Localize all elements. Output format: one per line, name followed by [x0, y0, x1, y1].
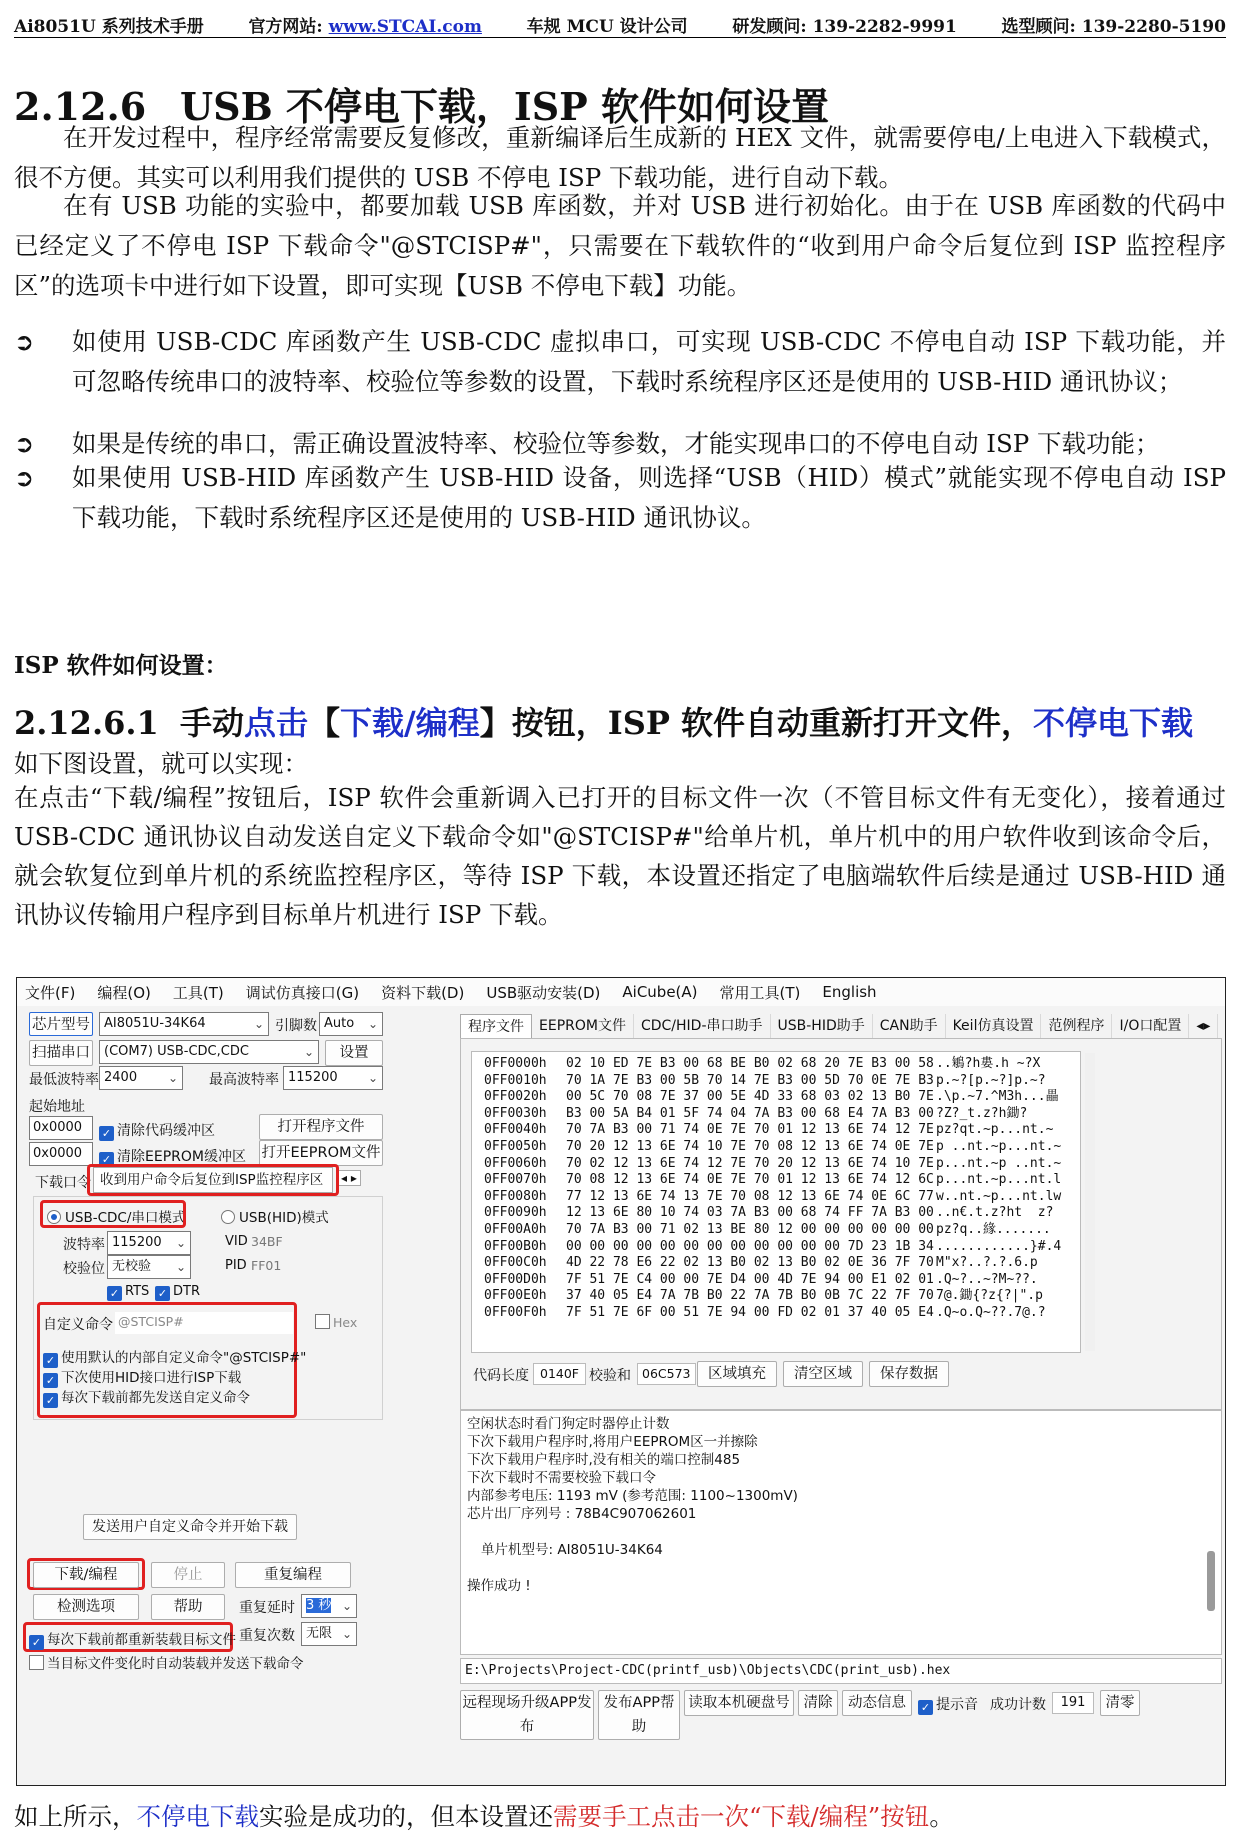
- log-scrollbar[interactable]: [1207, 1551, 1215, 1611]
- hex-panel: [460, 1038, 1222, 1410]
- radio-icon: [221, 1210, 235, 1224]
- hex-row: [472, 1073, 1080, 1090]
- menu-item[interactable]: 工具(T): [172, 983, 224, 1002]
- remote-upgrade-button[interactable]: 远程现场升级APP发布: [460, 1690, 594, 1740]
- reload-target-checkbox[interactable]: ✓ 每次下载前都重新装载目标文件: [29, 1628, 236, 1650]
- subsection-number: 2.12.6.1: [14, 704, 159, 742]
- hex-bytes: 70 02 12 13 6E 74 12 7E 70 20 12 13 6E 74 10 7E: [566, 1155, 934, 1171]
- bullet-text: 如果使用 USB-HID 库函数产生 USB-HID 设备，则选择“USB（HID）模式”就能实现不停电自动 ISP 下载功能，下载时系统程序区还是使用的 USB-HID 通讯协议。: [72, 463, 1226, 532]
- mode-cdc-radio[interactable]: USB-CDC/串口模式: [47, 1206, 185, 1226]
- desc-paragraph: 在点击“下载/编程”按钮后，ISP 软件会重新调入已打开的目标文件一次（不管目标文件有无变化），接着通过 USB-CDC 通讯协议自动发送自定义下载命令如"@STCISP#"给单片机，单片机中的用户软件收到该命令后，就会软复位到单片机的系统监控程序区，等待 ISP 下载，本设置还指定了电脑端软件后续是通过 USB-HID 通讯协议传输用户程序到目标单片机进行 ISP 下载。: [14, 783, 1226, 929]
- hex-row: [472, 1305, 1080, 1322]
- hex-row: [472, 1089, 1080, 1106]
- left-panel: [25, 1010, 447, 1782]
- bullet-item: [14, 458, 1226, 538]
- tab-examples[interactable]: 范例程序: [1041, 1014, 1112, 1038]
- chevron-down-icon: ⌄: [253, 1017, 264, 1031]
- read-disk-button[interactable]: 读取本机硬盘号: [684, 1690, 794, 1716]
- chevron-down-icon: ⌄: [367, 1017, 378, 1031]
- parity-label: 校验位: [63, 1261, 105, 1277]
- hex-ascii: .Q~?..~?M~??.: [936, 1271, 1038, 1287]
- hex-row: [472, 1139, 1080, 1156]
- hex-address: 0FF0070h: [484, 1172, 547, 1188]
- reset-count-button[interactable]: 清零: [1100, 1690, 1140, 1716]
- vid-label: VID: [225, 1234, 248, 1249]
- checkbox-icon: ✓: [99, 1152, 114, 1167]
- repeat-delay-select[interactable]: 3 秒 ⌄: [301, 1594, 357, 1618]
- hex-row: [472, 1222, 1080, 1239]
- log-line: 下次下载时不需要校验下载口令: [467, 1470, 656, 1486]
- hex-ascii: w..nt.~p...nt.lw: [936, 1188, 1062, 1204]
- default-command-checkbox[interactable]: ✓ 使用默认的内部自定义命令"@STCISP#": [43, 1346, 306, 1368]
- clear-code-checkbox[interactable]: ✓ 清除代码缓冲区: [99, 1120, 215, 1141]
- hex-row: [472, 1288, 1080, 1305]
- chevron-down-icon: ⌄: [367, 1071, 378, 1085]
- desc-line: 如下图设置，就可以实现：: [14, 749, 308, 778]
- hex-bytes: 70 08 12 13 6E 74 0E 7E 70 01 12 13 6E 74 12 6C: [566, 1172, 934, 1188]
- parity-select[interactable]: 无校验 ⌄: [107, 1255, 191, 1279]
- checksum-label: 校验和: [589, 1368, 631, 1384]
- dynamic-info-button[interactable]: 动态信息: [842, 1690, 912, 1716]
- checkbox-icon: ✓: [43, 1393, 58, 1408]
- menu-item[interactable]: 文件(F): [25, 983, 76, 1002]
- hex-row: [472, 1106, 1080, 1123]
- checkbox-icon: ✓: [155, 1286, 170, 1301]
- repeat-program-button[interactable]: 重复编程: [235, 1562, 351, 1588]
- highlight-cdc-mode: [40, 1200, 186, 1228]
- hex-checkbox[interactable]: Hex: [315, 1314, 357, 1330]
- hex-bytes: 4D 22 78 E6 22 02 13 B0 02 13 B0 02 0E 36 7F 70: [566, 1255, 934, 1271]
- hex-bytes: 12 13 6E 80 10 74 03 7A B3 00 68 74 FF 7A B3 00: [566, 1205, 934, 1221]
- tab-reset-to-isp[interactable]: 收到用户命令后复位到ISP监控程序区: [93, 1167, 333, 1193]
- hex-bytes: 37 40 05 E4 7A 7B B0 22 7A 7B B0 0B 7C 22 7F 70: [566, 1288, 934, 1304]
- baud-select[interactable]: 115200 ⌄: [107, 1231, 191, 1255]
- start-address-label: 起始地址: [29, 1099, 85, 1115]
- hex-address: 0FF00B0h: [484, 1238, 547, 1254]
- tab-program-file[interactable]: 程序文件: [460, 1014, 532, 1038]
- tab-download-password[interactable]: 下载口令: [35, 1175, 91, 1191]
- log-line: [467, 1523, 1215, 1541]
- tab-keil-settings[interactable]: Keil仿真设置: [946, 1014, 1042, 1038]
- code-address-input[interactable]: 0x0000: [29, 1116, 93, 1140]
- pid-value: FF01: [251, 1258, 282, 1273]
- hex-row: [472, 1156, 1080, 1173]
- settings-button[interactable]: 设置: [325, 1040, 383, 1066]
- chip-model-select[interactable]: AI8051U-34K64 ⌄: [99, 1012, 269, 1036]
- highlight-reset-tab: [87, 1164, 339, 1196]
- tab-scroll-arrows[interactable]: ◂ ▸: [337, 1170, 361, 1186]
- chevron-down-icon: ⌄: [303, 1045, 314, 1059]
- log-line: 空闲状态时看门狗定时器停止计数: [467, 1416, 670, 1432]
- menu-item[interactable]: 编程(O): [97, 983, 151, 1002]
- hex-bytes: 02 10 ED 7E B3 00 68 BE B0 02 68 20 7E B3 00 58: [566, 1056, 934, 1071]
- checkbox-icon: ✓: [918, 1700, 933, 1715]
- help-button[interactable]: 帮助: [151, 1594, 225, 1620]
- footer-sentence: 如上所示，不停电下载实验是成功的，但本设置还需要手工点击一次“下载/编程”按钮。: [14, 1802, 954, 1831]
- menu-item[interactable]: 资料下载(D): [381, 983, 465, 1002]
- hex-bytes: 70 20 12 13 6E 74 10 7E 70 08 12 13 6E 74 0E 7E: [566, 1138, 934, 1154]
- save-data-button[interactable]: 保存数据: [869, 1361, 949, 1387]
- hex-address: 0FF0000h: [484, 1056, 547, 1071]
- rts-checkbox[interactable]: ✓ RTS: [107, 1284, 149, 1301]
- intro-paragraph-1: 在开发过程中，程序经常需要反复修改，重新编译后生成新的 HEX 文件，就需要停电/上电进入下载模式，很不方便。其实可以利用我们提供的 USB 不停电 ISP 下载功能，进行自动下载。: [14, 123, 1226, 192]
- hex-bytes: 7F 51 7E C4 00 00 7E D4 00 4D 7E 94 00 E1 02 01: [566, 1271, 934, 1287]
- hex-ascii: M"x?..?.?.6.p: [936, 1255, 1038, 1271]
- hex-address: 0FF00D0h: [484, 1271, 547, 1287]
- hex-ascii: p...nt.~p...nt.l: [936, 1172, 1062, 1188]
- hex-bytes: 00 5C 70 08 7E 37 00 5E 4D 33 68 03 02 13 B0 7E: [566, 1089, 934, 1105]
- section-number: 2.12.6: [14, 84, 147, 129]
- open-eeprom-button[interactable]: 打开EEPROM文件: [259, 1140, 383, 1166]
- log-line: 下次下载用户程序时,将用户EEPROM区一并擦除: [467, 1434, 758, 1450]
- hex-address: 0FF0080h: [484, 1188, 547, 1204]
- hex-bytes: B3 00 5A B4 01 5F 74 04 7A B3 00 68 E4 7A B3 00: [566, 1105, 934, 1121]
- page-header: [14, 12, 1226, 38]
- hex-address: 0FF00C0h: [484, 1255, 547, 1271]
- right-tab-bar: [460, 1014, 1220, 1038]
- rd-contact: 研发顾问: 139-2282-9991: [732, 17, 957, 37]
- company-name: 车规 MCU 设计公司: [526, 17, 688, 37]
- chevron-down-icon: ⌄: [341, 1599, 352, 1613]
- hex-bytes: 7F 51 7E 6F 00 51 7E 94 00 FD 02 01 37 40 05 E4: [566, 1304, 934, 1320]
- hex-address: 0FF0030h: [484, 1105, 547, 1121]
- success-count-value: 191: [1052, 1692, 1094, 1714]
- min-baud-select[interactable]: 2400 ⌄: [99, 1066, 183, 1090]
- website: 官方网站: www.STCAI.com: [248, 17, 482, 37]
- dtr-checkbox[interactable]: ✓ DTR: [155, 1284, 200, 1301]
- hex-bytes: 77 12 13 6E 74 13 7E 70 08 12 13 6E 74 0E 6C 77: [566, 1188, 934, 1204]
- tab-io-config[interactable]: I/O口配置: [1112, 1014, 1189, 1038]
- chevron-down-icon: ⌄: [167, 1071, 178, 1085]
- tab-serial-assistant[interactable]: CDC/HID-串口助手: [634, 1014, 771, 1038]
- hex-ascii: p...nt.~p ..nt.~: [936, 1155, 1062, 1171]
- code-length-value: 0140F: [533, 1363, 586, 1385]
- menu-item[interactable]: 调试仿真接口(G): [245, 983, 360, 1002]
- hex-ascii: .\p.~7.^M3h...畾: [936, 1089, 1059, 1105]
- scan-port-button[interactable]: 扫描串口: [29, 1040, 93, 1066]
- chevron-down-icon: ⌄: [341, 1627, 352, 1641]
- file-path: E:\Projects\Project-CDC(printf_usb)\Objects\CDC(print_usb).hex: [460, 1658, 1222, 1684]
- hex-address: 0FF0040h: [484, 1122, 547, 1138]
- checkbox-icon: ✓: [107, 1286, 122, 1301]
- hex-viewer[interactable]: [471, 1051, 1081, 1353]
- hex-bytes: 00 00 00 00 00 00 00 00 00 00 00 00 7D 23 1B 34: [566, 1238, 934, 1254]
- repeat-delay-label: 重复延时: [239, 1600, 295, 1616]
- log-line: 下次下载用户程序时,没有相关的端口控制485: [467, 1452, 741, 1468]
- auto-reload-checkbox[interactable]: 当目标文件变化时自动装载并发送下载命令: [29, 1652, 304, 1672]
- region-fill-button[interactable]: 区域填充: [697, 1361, 777, 1387]
- hex-scrollbar[interactable]: [1085, 1053, 1095, 1351]
- pins-label: 引脚数: [275, 1018, 317, 1034]
- hex-bytes: 70 7A B3 00 71 02 13 BE 80 12 00 00 00 00 00 00: [566, 1221, 934, 1237]
- check-options-button[interactable]: 检测选项: [33, 1594, 139, 1620]
- menu-item[interactable]: English: [822, 983, 877, 1001]
- send-command-button[interactable]: 发送用户自定义命令并开始下载: [83, 1514, 297, 1540]
- bullet-arrow-icon: ➲: [14, 430, 35, 458]
- mode-hid-radio[interactable]: USB(HID)模式: [221, 1206, 329, 1226]
- bullet-arrow-icon: ➲: [14, 464, 35, 492]
- chip-model-button[interactable]: 芯片型号: [29, 1012, 93, 1036]
- pid-label: PID: [225, 1258, 247, 1273]
- hex-ascii: ..n€.t.z?ht z?: [936, 1205, 1054, 1221]
- log-line: 操作成功 !: [467, 1578, 531, 1594]
- log-output: [460, 1410, 1222, 1655]
- checkbox-icon: [315, 1314, 330, 1329]
- next-hid-checkbox[interactable]: ✓ 下次使用HID接口进行ISP下载: [43, 1366, 241, 1388]
- tab-can-assistant[interactable]: CAN助手: [873, 1014, 946, 1038]
- checkbox-icon: ✓: [43, 1373, 58, 1388]
- hex-ascii: p ..nt.~p...nt.~: [936, 1138, 1062, 1154]
- hex-row: [472, 1056, 1080, 1073]
- log-line: 内部参考电压: 1193 mV (参考范围: 1100~1300mV): [467, 1488, 798, 1504]
- hex-ascii: 7@.鋤{?z{?|".p: [936, 1288, 1043, 1304]
- hex-ascii: ?Z?_t.z?h鋤?: [936, 1105, 1028, 1121]
- chevron-down-icon: ⌄: [175, 1260, 186, 1274]
- menu-item[interactable]: USB驱动安装(D): [486, 983, 601, 1002]
- hex-address: 0FF0050h: [484, 1138, 547, 1154]
- hex-bytes: 70 7A B3 00 71 74 0E 7E 70 01 12 13 6E 74 12 7E: [566, 1122, 934, 1138]
- tab-eeprom-file[interactable]: EEPROM文件: [532, 1014, 634, 1038]
- subsection-heading: 2.12.6.1 手动点击【下载/编程】按钮，ISP 软件自动重新打开文件，不停电下载: [14, 704, 1194, 742]
- hex-address: 0FF0060h: [484, 1155, 547, 1171]
- hex-ascii: p.~?[p.~?]p.~?: [936, 1072, 1046, 1088]
- app-help-button[interactable]: 发布APP帮助: [598, 1690, 680, 1740]
- custom-command-input[interactable]: @STCISP#: [115, 1312, 293, 1334]
- repeat-count-label: 重复次数: [239, 1628, 295, 1644]
- hex-address: 0FF00A0h: [484, 1221, 547, 1237]
- code-length-label: 代码长度: [473, 1368, 529, 1384]
- bullet-item: [14, 322, 1226, 402]
- clear-eeprom-checkbox[interactable]: ✓ 清除EEPROM缓冲区: [99, 1146, 246, 1167]
- stop-button[interactable]: 停止: [151, 1562, 225, 1588]
- hex-ascii: ............}#.4: [936, 1238, 1062, 1254]
- sales-contact: 选型顾问: 139-2280-5190: [1001, 17, 1226, 37]
- baud-label: 波特率: [63, 1237, 105, 1253]
- tab-scroll-arrows[interactable]: ◂▸: [1189, 1014, 1218, 1038]
- bottom-bar: [460, 1688, 1222, 1735]
- port-select[interactable]: (COM7) USB-CDC,CDC ⌄: [99, 1040, 319, 1064]
- max-baud-select[interactable]: 115200 ⌄: [283, 1066, 383, 1090]
- clear-region-button[interactable]: 清空区域: [783, 1361, 863, 1387]
- clear-button[interactable]: 清除: [798, 1690, 838, 1716]
- manual-name: Ai8051U 系列技术手册: [14, 17, 204, 37]
- log-line: [467, 1559, 1215, 1577]
- hex-row: [472, 1189, 1080, 1206]
- checkbox-icon: ✓: [29, 1635, 44, 1650]
- success-count-label: 成功计数: [990, 1697, 1046, 1713]
- hex-ascii: ..鵴?h婁.h ~?X: [936, 1056, 1041, 1071]
- min-baud-label: 最低波特率: [29, 1072, 99, 1088]
- log-line: 单片机型号: AI8051U-34K64: [481, 1542, 663, 1558]
- hex-row: [472, 1122, 1080, 1139]
- beep-checkbox[interactable]: ✓ 提示音: [918, 1694, 978, 1715]
- checkbox-icon: ✓: [99, 1126, 114, 1141]
- hex-ascii: .Q~o.Q~??.7@.?: [936, 1304, 1046, 1320]
- max-baud-label: 最高波特率: [209, 1072, 279, 1088]
- repeat-count-select[interactable]: 无限 ⌄: [301, 1622, 357, 1646]
- bullet-text: 如使用 USB-CDC 库函数产生 USB-CDC 虚拟串口，可实现 USB-CDC 不停电自动 ISP 下载功能，并可忽略传统串口的波特率、校验位等参数的设置，下载时系统程序区还是使用的 USB-HID 通讯协议；: [72, 327, 1226, 396]
- chevron-down-icon: ⌄: [175, 1236, 186, 1250]
- website-link[interactable]: www.STCAI.com: [328, 17, 482, 37]
- hex-address: 0FF0090h: [484, 1205, 547, 1221]
- pins-select[interactable]: Auto ⌄: [319, 1012, 383, 1036]
- hex-bytes: 70 1A 7E B3 00 5B 70 14 7E B3 00 5D 70 0E 7E B3: [566, 1072, 934, 1088]
- open-program-button[interactable]: 打开程序文件: [259, 1114, 383, 1140]
- tab-hid-assistant[interactable]: USB-HID助手: [771, 1014, 873, 1038]
- hex-row: [472, 1255, 1080, 1272]
- hex-row: [472, 1205, 1080, 1222]
- intro-paragraph-2: 在有 USB 功能的实验中，都要加载 USB 库函数，并对 USB 进行初始化。由于在 USB 库函数的代码中已经定义了不停电 ISP 下载命令"@STCISP#"，只需要在下载软件的“收到用户命令后复位到 ISP 监控程序区”的选项卡中进行如下设置，即可实现【USB 不停电下载】功能。: [14, 191, 1226, 300]
- menu-item[interactable]: AiCube(A): [622, 983, 698, 1001]
- custom-command-label: 自定义命令: [43, 1317, 113, 1333]
- download-program-button[interactable]: 下载/编程: [33, 1562, 139, 1588]
- hex-ascii: pz?qt.~p...nt.~: [936, 1122, 1054, 1138]
- hex-row: [472, 1272, 1080, 1289]
- log-line: 芯片出厂序列号 : 78B4C907062601: [467, 1506, 697, 1522]
- hex-row: [472, 1172, 1080, 1189]
- hex-address: 0FF0020h: [484, 1089, 547, 1105]
- hex-row: [472, 1239, 1080, 1256]
- hex-ascii: pz?q..緣.......: [936, 1221, 1051, 1237]
- send-before-download-checkbox[interactable]: ✓ 每次下载前都先发送自定义命令: [43, 1386, 250, 1408]
- eeprom-address-input[interactable]: 0x0000: [29, 1142, 93, 1166]
- bullet-text: 如果是传统的串口，需正确设置波特率、校验位等参数，才能实现串口的不停电自动 ISP 下载功能；: [72, 429, 1160, 458]
- vid-value: 34BF: [251, 1234, 283, 1249]
- isp-heading: ISP 软件如何设置：: [14, 652, 228, 679]
- checksum-value: 06C573: [637, 1363, 696, 1385]
- menu-bar: [17, 978, 1225, 1006]
- isp-software-screenshot: [16, 977, 1226, 1786]
- menu-item[interactable]: 常用工具(T): [719, 983, 801, 1002]
- hex-address: 0FF00F0h: [484, 1304, 547, 1320]
- hex-address: 0FF00E0h: [484, 1288, 547, 1304]
- bullet-arrow-icon: ➲: [14, 328, 35, 356]
- checkbox-icon: [29, 1655, 44, 1670]
- hex-address: 0FF0010h: [484, 1072, 547, 1088]
- checkbox-icon: ✓: [43, 1353, 58, 1368]
- section-title: USB 不停电下载，ISP 软件如何设置: [180, 84, 829, 129]
